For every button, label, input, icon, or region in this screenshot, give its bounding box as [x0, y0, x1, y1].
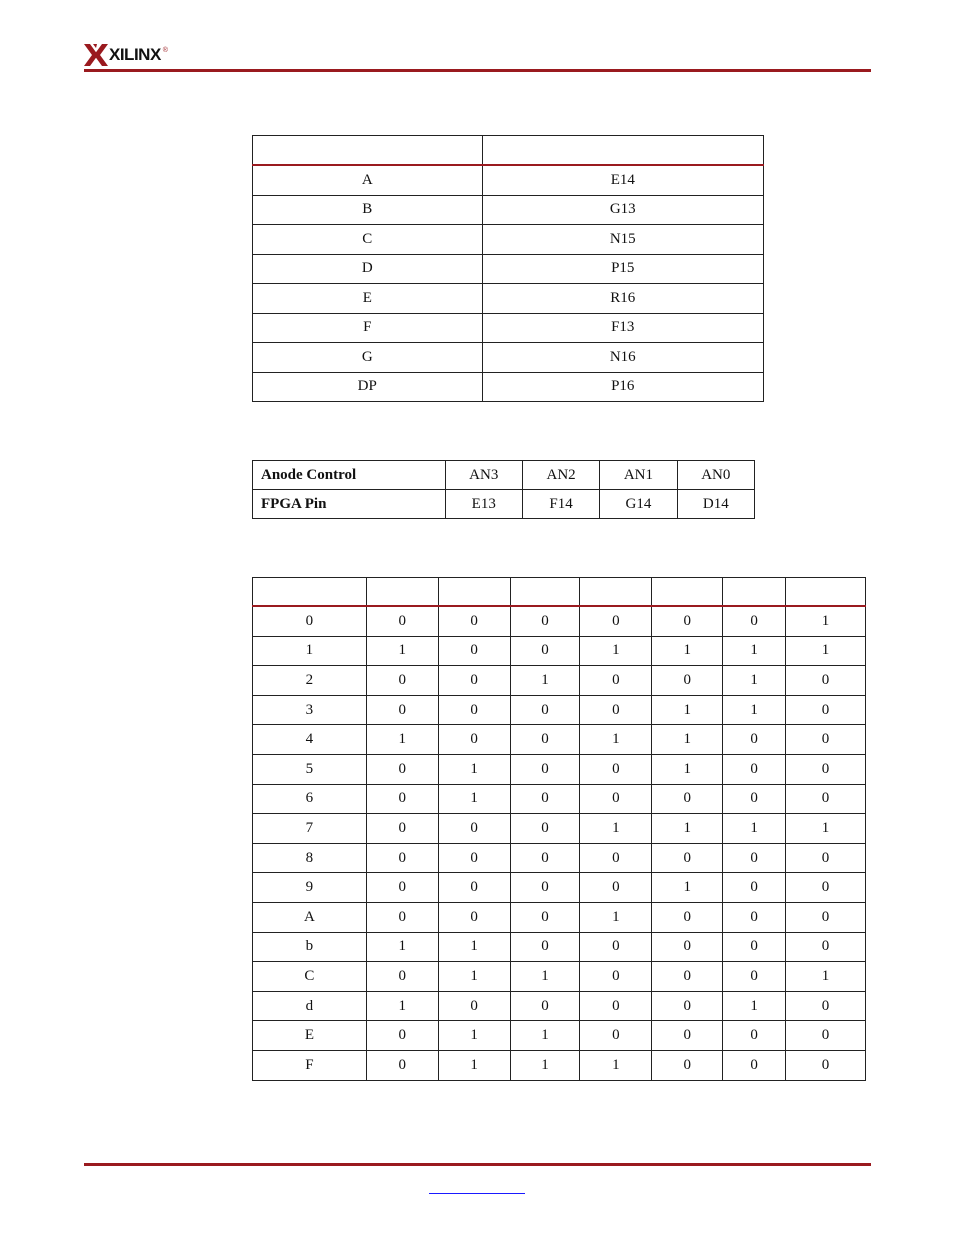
segment-value-cell: 0 — [786, 1021, 866, 1051]
character-cell: b — [253, 932, 367, 962]
character-cell: A — [253, 902, 367, 932]
segment-value-cell: 1 — [786, 606, 866, 636]
segment-value-cell: 0 — [438, 902, 510, 932]
segment-pin-table — [252, 135, 764, 402]
segment-value-cell: 0 — [366, 666, 438, 696]
segment-value-cell: 0 — [510, 873, 580, 903]
header-cell — [438, 578, 510, 607]
table-row — [253, 606, 866, 636]
anode-cell: AN3 — [445, 461, 522, 490]
segment-value-cell: 1 — [723, 814, 786, 844]
segment-value-cell: 1 — [786, 962, 866, 992]
character-cell: 9 — [253, 873, 367, 903]
pin-cell: F13 — [482, 313, 763, 343]
segment-value-cell: 1 — [438, 1050, 510, 1080]
table-header-row — [253, 136, 764, 166]
table-row — [253, 932, 866, 962]
table-row — [253, 962, 866, 992]
segment-value-cell: 1 — [652, 873, 723, 903]
segment-cell: D — [253, 254, 483, 284]
table-row — [253, 284, 764, 314]
segment-value-cell: 0 — [366, 902, 438, 932]
segment-value-cell: 1 — [723, 636, 786, 666]
table-row — [253, 1050, 866, 1080]
segment-value-cell: 1 — [580, 814, 652, 844]
character-cell: 8 — [253, 843, 367, 873]
segment-value-cell: 1 — [510, 1050, 580, 1080]
table-row — [253, 666, 866, 696]
segment-value-cell: 0 — [510, 932, 580, 962]
segment-value-cell: 0 — [510, 695, 580, 725]
header-cell — [652, 578, 723, 607]
segment-value-cell: 1 — [510, 1021, 580, 1051]
table-row — [253, 490, 755, 519]
segment-value-cell: 0 — [366, 814, 438, 844]
segment-value-cell: 1 — [366, 636, 438, 666]
segment-value-cell: 1 — [366, 932, 438, 962]
table-header-row — [253, 578, 866, 607]
header-cell — [510, 578, 580, 607]
segment-value-cell: 0 — [723, 754, 786, 784]
table-row — [253, 343, 764, 373]
segment-value-cell: 0 — [652, 991, 723, 1021]
segment-value-cell: 0 — [366, 962, 438, 992]
segment-value-cell: 0 — [786, 991, 866, 1021]
segment-cell: C — [253, 225, 483, 255]
segment-value-cell: 0 — [786, 902, 866, 932]
segment-value-cell: 0 — [580, 932, 652, 962]
segment-value-cell: 1 — [438, 932, 510, 962]
pin-cell: G13 — [482, 195, 763, 225]
segment-value-cell: 1 — [652, 695, 723, 725]
table-row — [253, 372, 764, 402]
header-cell — [366, 578, 438, 607]
row-label: Anode Control — [253, 461, 446, 490]
character-cell: 0 — [253, 606, 367, 636]
segment-value-cell: 0 — [580, 784, 652, 814]
segment-value-cell: 1 — [438, 784, 510, 814]
segment-value-cell: 0 — [786, 725, 866, 755]
segment-value-cell: 0 — [366, 606, 438, 636]
segment-value-cell: 0 — [723, 843, 786, 873]
pin-cell: N15 — [482, 225, 763, 255]
anode-cell: AN0 — [677, 461, 754, 490]
segment-value-cell: 1 — [366, 725, 438, 755]
segment-cell: B — [253, 195, 483, 225]
segment-value-cell: 0 — [580, 695, 652, 725]
segment-cell: G — [253, 343, 483, 373]
segment-value-cell: 1 — [786, 814, 866, 844]
segment-value-cell: 0 — [723, 606, 786, 636]
table-row — [253, 695, 866, 725]
header-cell — [482, 136, 763, 166]
segment-value-cell: 0 — [510, 991, 580, 1021]
segment-value-cell: 0 — [652, 606, 723, 636]
segment-value-cell: 0 — [510, 754, 580, 784]
segment-value-cell: 0 — [652, 1021, 723, 1051]
segment-value-cell: 0 — [580, 991, 652, 1021]
segment-value-cell: 1 — [510, 962, 580, 992]
character-cell: 7 — [253, 814, 367, 844]
pin-cell: P15 — [482, 254, 763, 284]
segment-value-cell: 0 — [786, 784, 866, 814]
pin-cell: E14 — [482, 165, 763, 195]
segment-value-cell: 0 — [652, 784, 723, 814]
segment-value-cell: 0 — [652, 666, 723, 696]
segment-value-cell: 0 — [723, 932, 786, 962]
brand-name: XILINX — [109, 45, 161, 64]
character-cell: 6 — [253, 784, 367, 814]
segment-value-cell: 1 — [438, 962, 510, 992]
segment-value-cell: 0 — [652, 902, 723, 932]
segment-value-cell: 0 — [723, 962, 786, 992]
segment-value-cell: 0 — [438, 606, 510, 636]
header-cell — [580, 578, 652, 607]
segment-value-cell: 0 — [438, 843, 510, 873]
segment-value-cell: 0 — [580, 962, 652, 992]
table-row — [253, 1021, 866, 1051]
row-label: FPGA Pin — [253, 490, 446, 519]
segment-value-cell: 0 — [786, 1050, 866, 1080]
segment-value-cell: 1 — [652, 636, 723, 666]
code-table-body — [253, 606, 866, 1080]
anode-cell: AN2 — [522, 461, 599, 490]
segment-value-cell: 0 — [366, 784, 438, 814]
table-row — [253, 902, 866, 932]
segment-value-cell: 0 — [510, 725, 580, 755]
segment-value-cell: 1 — [652, 814, 723, 844]
segment-value-cell: 1 — [580, 636, 652, 666]
segment-value-cell: 0 — [652, 843, 723, 873]
character-cell: 2 — [253, 666, 367, 696]
segment-value-cell: 0 — [786, 754, 866, 784]
segment-value-cell: 0 — [723, 1050, 786, 1080]
segment-value-cell: 0 — [652, 962, 723, 992]
segment-value-cell: 1 — [652, 725, 723, 755]
pin-cell: F14 — [522, 490, 599, 519]
table-row — [253, 313, 764, 343]
segment-value-cell: 0 — [580, 843, 652, 873]
segment-cell: F — [253, 313, 483, 343]
segment-value-cell: 0 — [438, 873, 510, 903]
segment-value-cell: 1 — [652, 754, 723, 784]
character-cell: 3 — [253, 695, 367, 725]
table-row — [253, 991, 866, 1021]
character-cell: 1 — [253, 636, 367, 666]
segment-value-cell: 0 — [786, 695, 866, 725]
header-cell — [253, 578, 367, 607]
segment-value-cell: 0 — [652, 932, 723, 962]
segment-value-cell: 0 — [786, 666, 866, 696]
segment-value-cell: 0 — [786, 873, 866, 903]
segment-value-cell: 0 — [580, 873, 652, 903]
character-cell: 5 — [253, 754, 367, 784]
xilinx-logo-icon — [84, 43, 108, 67]
table-row — [253, 725, 866, 755]
segment-value-cell: 0 — [510, 606, 580, 636]
segment-value-cell: 0 — [438, 695, 510, 725]
segment-value-cell: 1 — [723, 991, 786, 1021]
character-cell: F — [253, 1050, 367, 1080]
table-row — [253, 754, 866, 784]
segment-value-cell: 0 — [786, 843, 866, 873]
segment-cell: E — [253, 284, 483, 314]
segment-value-cell: 0 — [580, 1021, 652, 1051]
segment-value-cell: 0 — [438, 725, 510, 755]
table-row — [253, 873, 866, 903]
header-cell — [723, 578, 786, 607]
character-cell: E — [253, 1021, 367, 1051]
table-row — [253, 814, 866, 844]
segment-value-cell: 1 — [366, 991, 438, 1021]
table-row — [253, 784, 866, 814]
segment-value-cell: 0 — [366, 754, 438, 784]
segment-value-cell: 0 — [366, 695, 438, 725]
footer-rule — [84, 1163, 871, 1166]
segment-value-cell: 0 — [723, 902, 786, 932]
xilinx-logo — [84, 42, 168, 68]
segment-value-cell: 0 — [366, 1050, 438, 1080]
segment-value-cell: 0 — [580, 754, 652, 784]
segment-value-cell: 0 — [510, 636, 580, 666]
segment-value-cell: 0 — [723, 1021, 786, 1051]
table-row — [253, 254, 764, 284]
segment-value-cell: 1 — [723, 666, 786, 696]
segment-value-cell: 1 — [786, 636, 866, 666]
pin-cell: D14 — [677, 490, 754, 519]
segment-value-cell: 0 — [786, 932, 866, 962]
anode-control-table — [252, 460, 755, 519]
segment-value-cell: 0 — [438, 666, 510, 696]
table-row — [253, 461, 755, 490]
segment-value-cell: 1 — [438, 754, 510, 784]
segment-value-cell: 0 — [723, 873, 786, 903]
segment-value-cell: 0 — [366, 873, 438, 903]
segment-value-cell: 1 — [580, 725, 652, 755]
segment-value-cell: 1 — [510, 666, 580, 696]
pin-cell: P16 — [482, 372, 763, 402]
segment-value-cell: 0 — [510, 784, 580, 814]
segment-value-cell: 0 — [723, 725, 786, 755]
segment-value-cell: 0 — [723, 784, 786, 814]
segment-value-cell: 0 — [580, 666, 652, 696]
pin-cell: N16 — [482, 343, 763, 373]
segment-value-cell: 1 — [438, 1021, 510, 1051]
pin-cell: R16 — [482, 284, 763, 314]
header-cell — [253, 136, 483, 166]
segment-value-cell: 0 — [580, 606, 652, 636]
display-code-table — [252, 577, 866, 1081]
character-cell: d — [253, 991, 367, 1021]
segment-value-cell: 0 — [652, 1050, 723, 1080]
character-cell: C — [253, 962, 367, 992]
table-row — [253, 195, 764, 225]
pin-cell: E13 — [445, 490, 522, 519]
segment-cell: DP — [253, 372, 483, 402]
segment-value-cell: 0 — [438, 991, 510, 1021]
segment-value-cell: 0 — [366, 1021, 438, 1051]
segment-value-cell: 0 — [438, 636, 510, 666]
pin-cell: G14 — [600, 490, 677, 519]
header-rule — [84, 69, 871, 72]
registered-mark: ® — [162, 46, 168, 54]
segment-value-cell: 1 — [580, 902, 652, 932]
segment-value-cell: 1 — [580, 1050, 652, 1080]
segment-value-cell: 1 — [723, 695, 786, 725]
footer-link[interactable] — [429, 1180, 525, 1194]
anode-cell: AN1 — [600, 461, 677, 490]
segment-value-cell: 0 — [366, 843, 438, 873]
table-row — [253, 225, 764, 255]
header-cell — [786, 578, 866, 607]
segment-value-cell: 0 — [510, 814, 580, 844]
table-row — [253, 165, 764, 195]
character-cell: 4 — [253, 725, 367, 755]
table-row — [253, 843, 866, 873]
segment-value-cell: 0 — [438, 814, 510, 844]
segment-value-cell: 0 — [510, 843, 580, 873]
segment-cell: A — [253, 165, 483, 195]
segment-value-cell: 0 — [510, 902, 580, 932]
table-row — [253, 636, 866, 666]
